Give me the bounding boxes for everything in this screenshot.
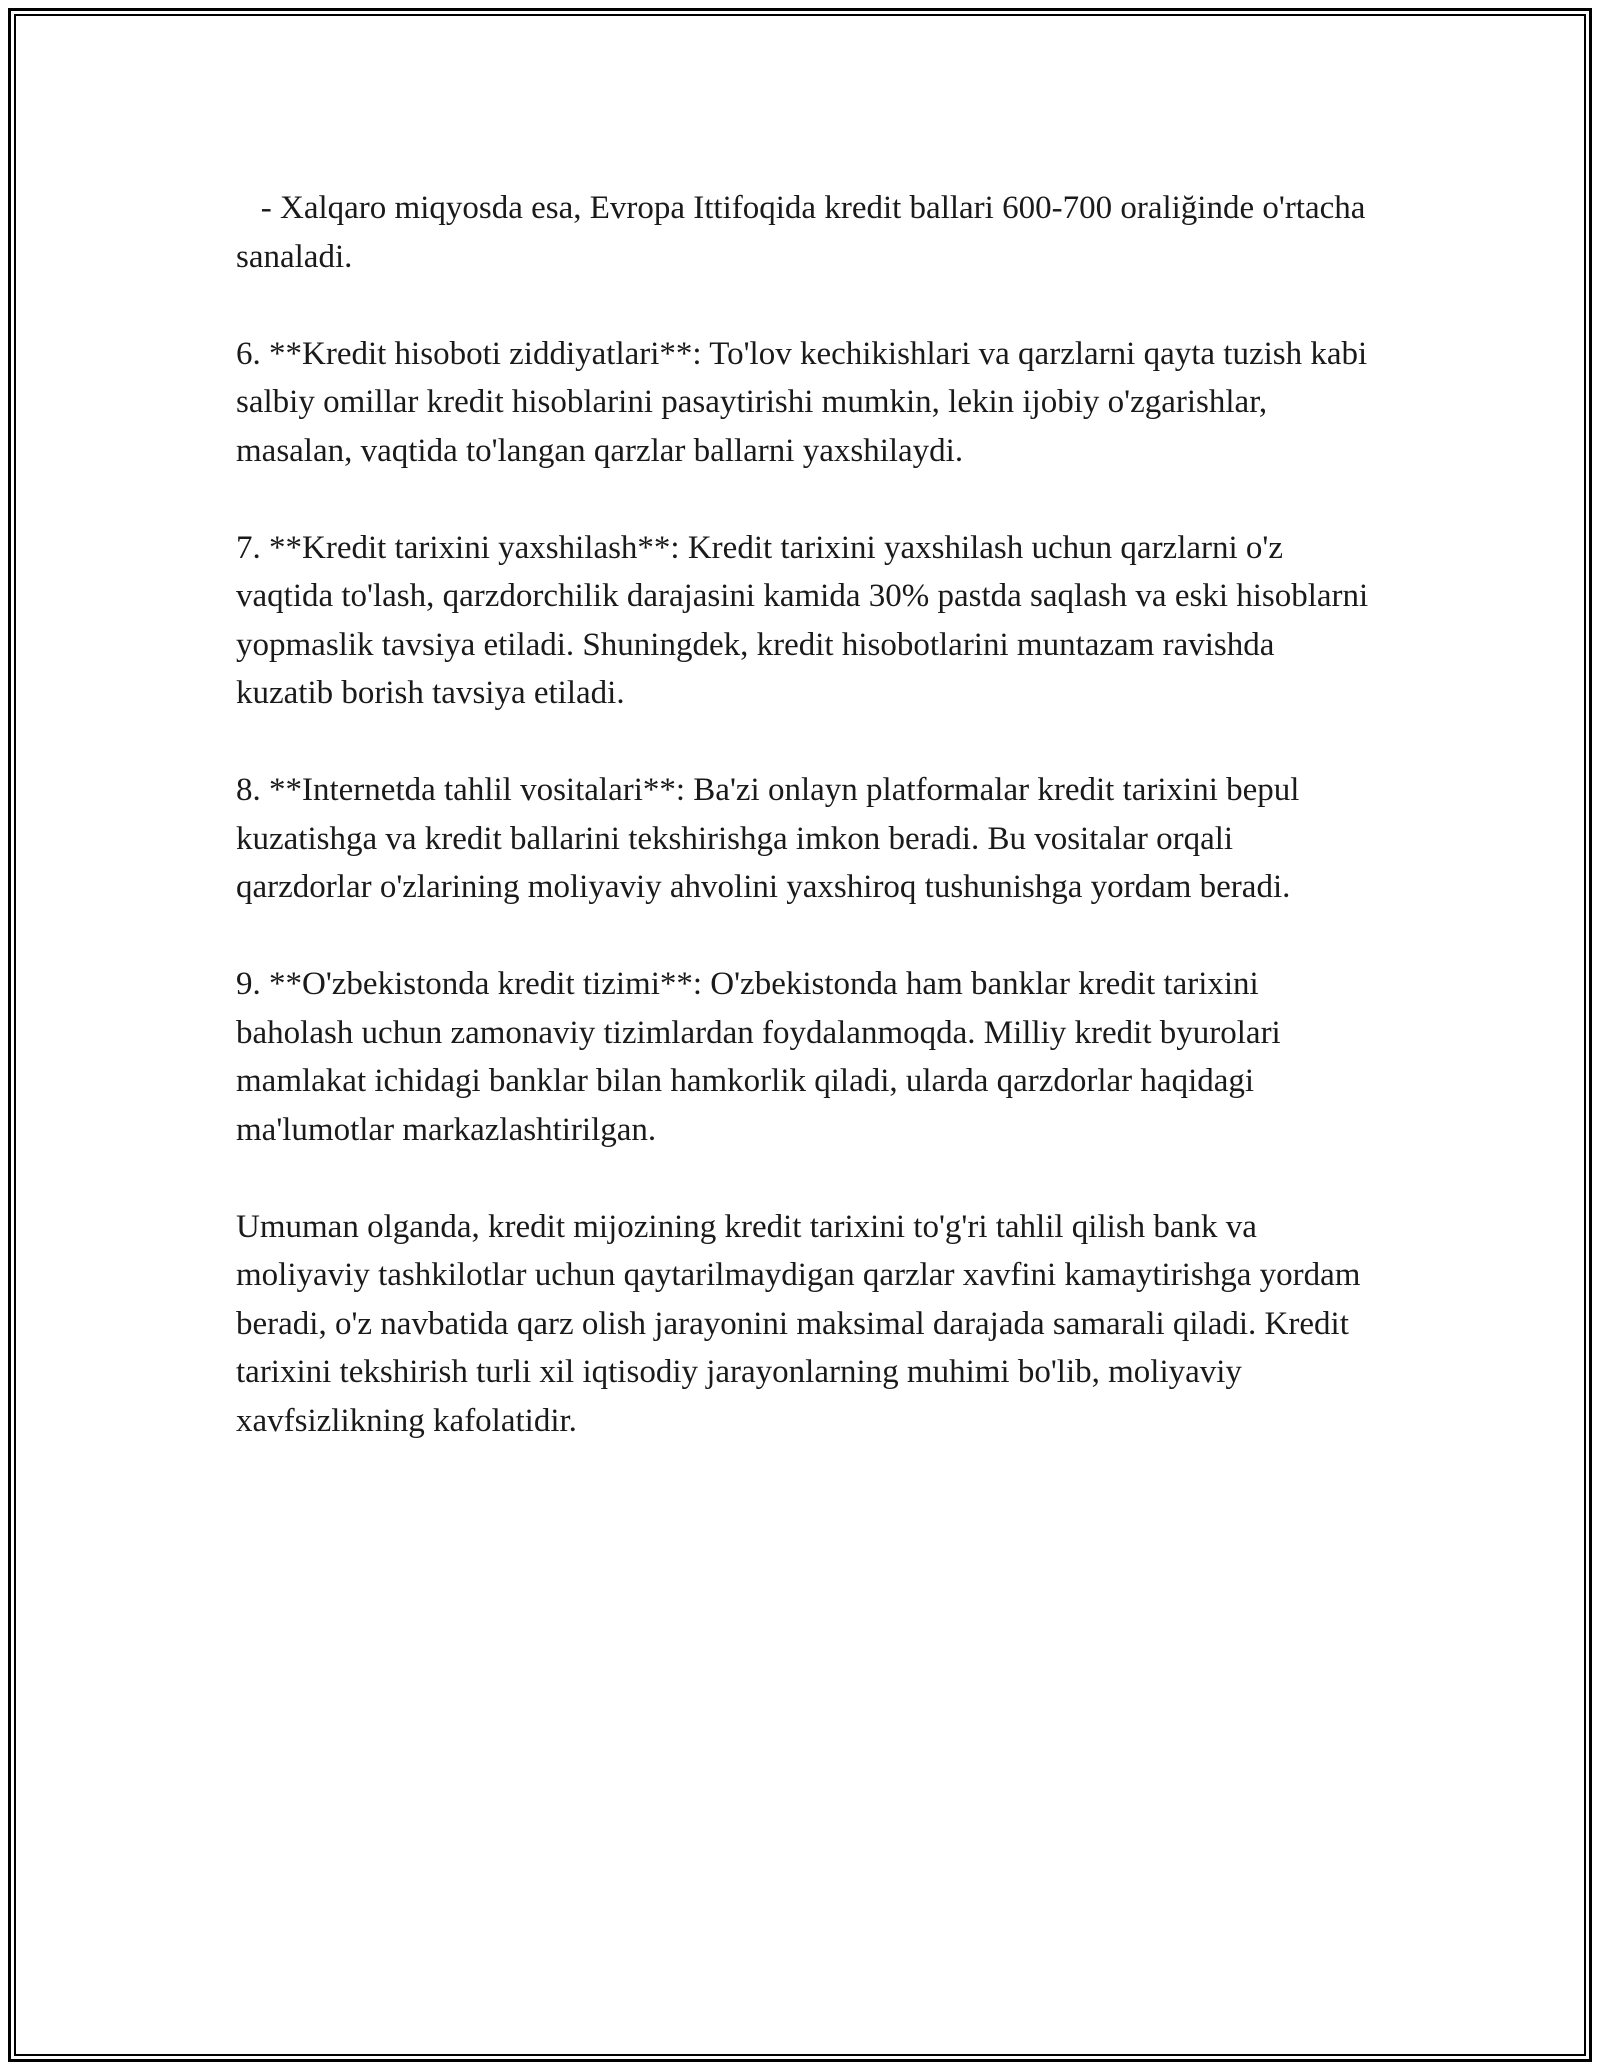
paragraph-uzbekistan-credit-system: 9. **O'zbekistonda kredit tizimi**: O'zbekistonda ham banklar kredit tarixini baholash uchun zamonaviy tizimlardan foydalanmoqda. Milliy kredit byurolari mamlakat ichidagi banklar bilan hamkorlik qiladi, ularda qarzdorlar haqidagi ma'lumotlar markazlashtirilgan.	[236, 966, 1289, 1148]
paragraph-improve-credit-history: 7. **Kredit tarixini yaxshilash**: Kredit tarixini yaxshilash uchun qarzlarni o'z vaqtida to'lash, qarzdorchilik darajasini kamida 30% pastda saqlash va eski hisoblarni yopmaslik tavsiya etiladi. Shuningdek, kredit hisobotlarini muntazam ravishda kuzatib borish tavsiya etiladi.	[236, 529, 1377, 711]
paragraph-credit-report-conflicts: 6. **Kredit hisoboti ziddiyatlari**: To'lov kechikishlari va qarzlarni qayta tuzish kabi salbiy omillar kredit hisoblarini pasaytirishi mumkin, lekin ijobiy o'zgarishlar, masalan, vaqtida to'langan qarzlar ballarni yaxshilaydi.	[236, 335, 1376, 469]
paragraph-online-analysis-tools: 8. **Internetda tahlil vositalari**: Ba'zi onlayn platformalar kredit tarixini bepul kuzatishga va kredit ballarini tekshirishga imkon beradi. Bu vositalar orqali qarzdorlar o'zlarining moliyaviy ahvolini yaxshiroq tushunishga yordam beradi.	[236, 772, 1308, 905]
paragraph-eu-credit-scores: - Xalqaro miqyosda esa, Evropa Ittifoqida kredit ballari 600-700 oraliğinde o'rtacha sanaladi.	[236, 190, 1374, 275]
paragraph-conclusion: Umuman olganda, kredit mijozining kredit tarixini to'g'ri tahlil qilish bank va moliyaviy tashkilotlar uchun qaytarilmaydigan qarzlar xavfini kamaytirishga yordam beradi, o'z navbatida qarz olish jarayonini maksimal darajada samarali qiladi. Kredit tarixini tekshirish turli xil iqtisodiy jarayonlarning muhimi bo'lib, moliyaviy xavfsizlikning kafolatidir.	[236, 1208, 1369, 1439]
document-body	[236, 184, 1376, 1494]
